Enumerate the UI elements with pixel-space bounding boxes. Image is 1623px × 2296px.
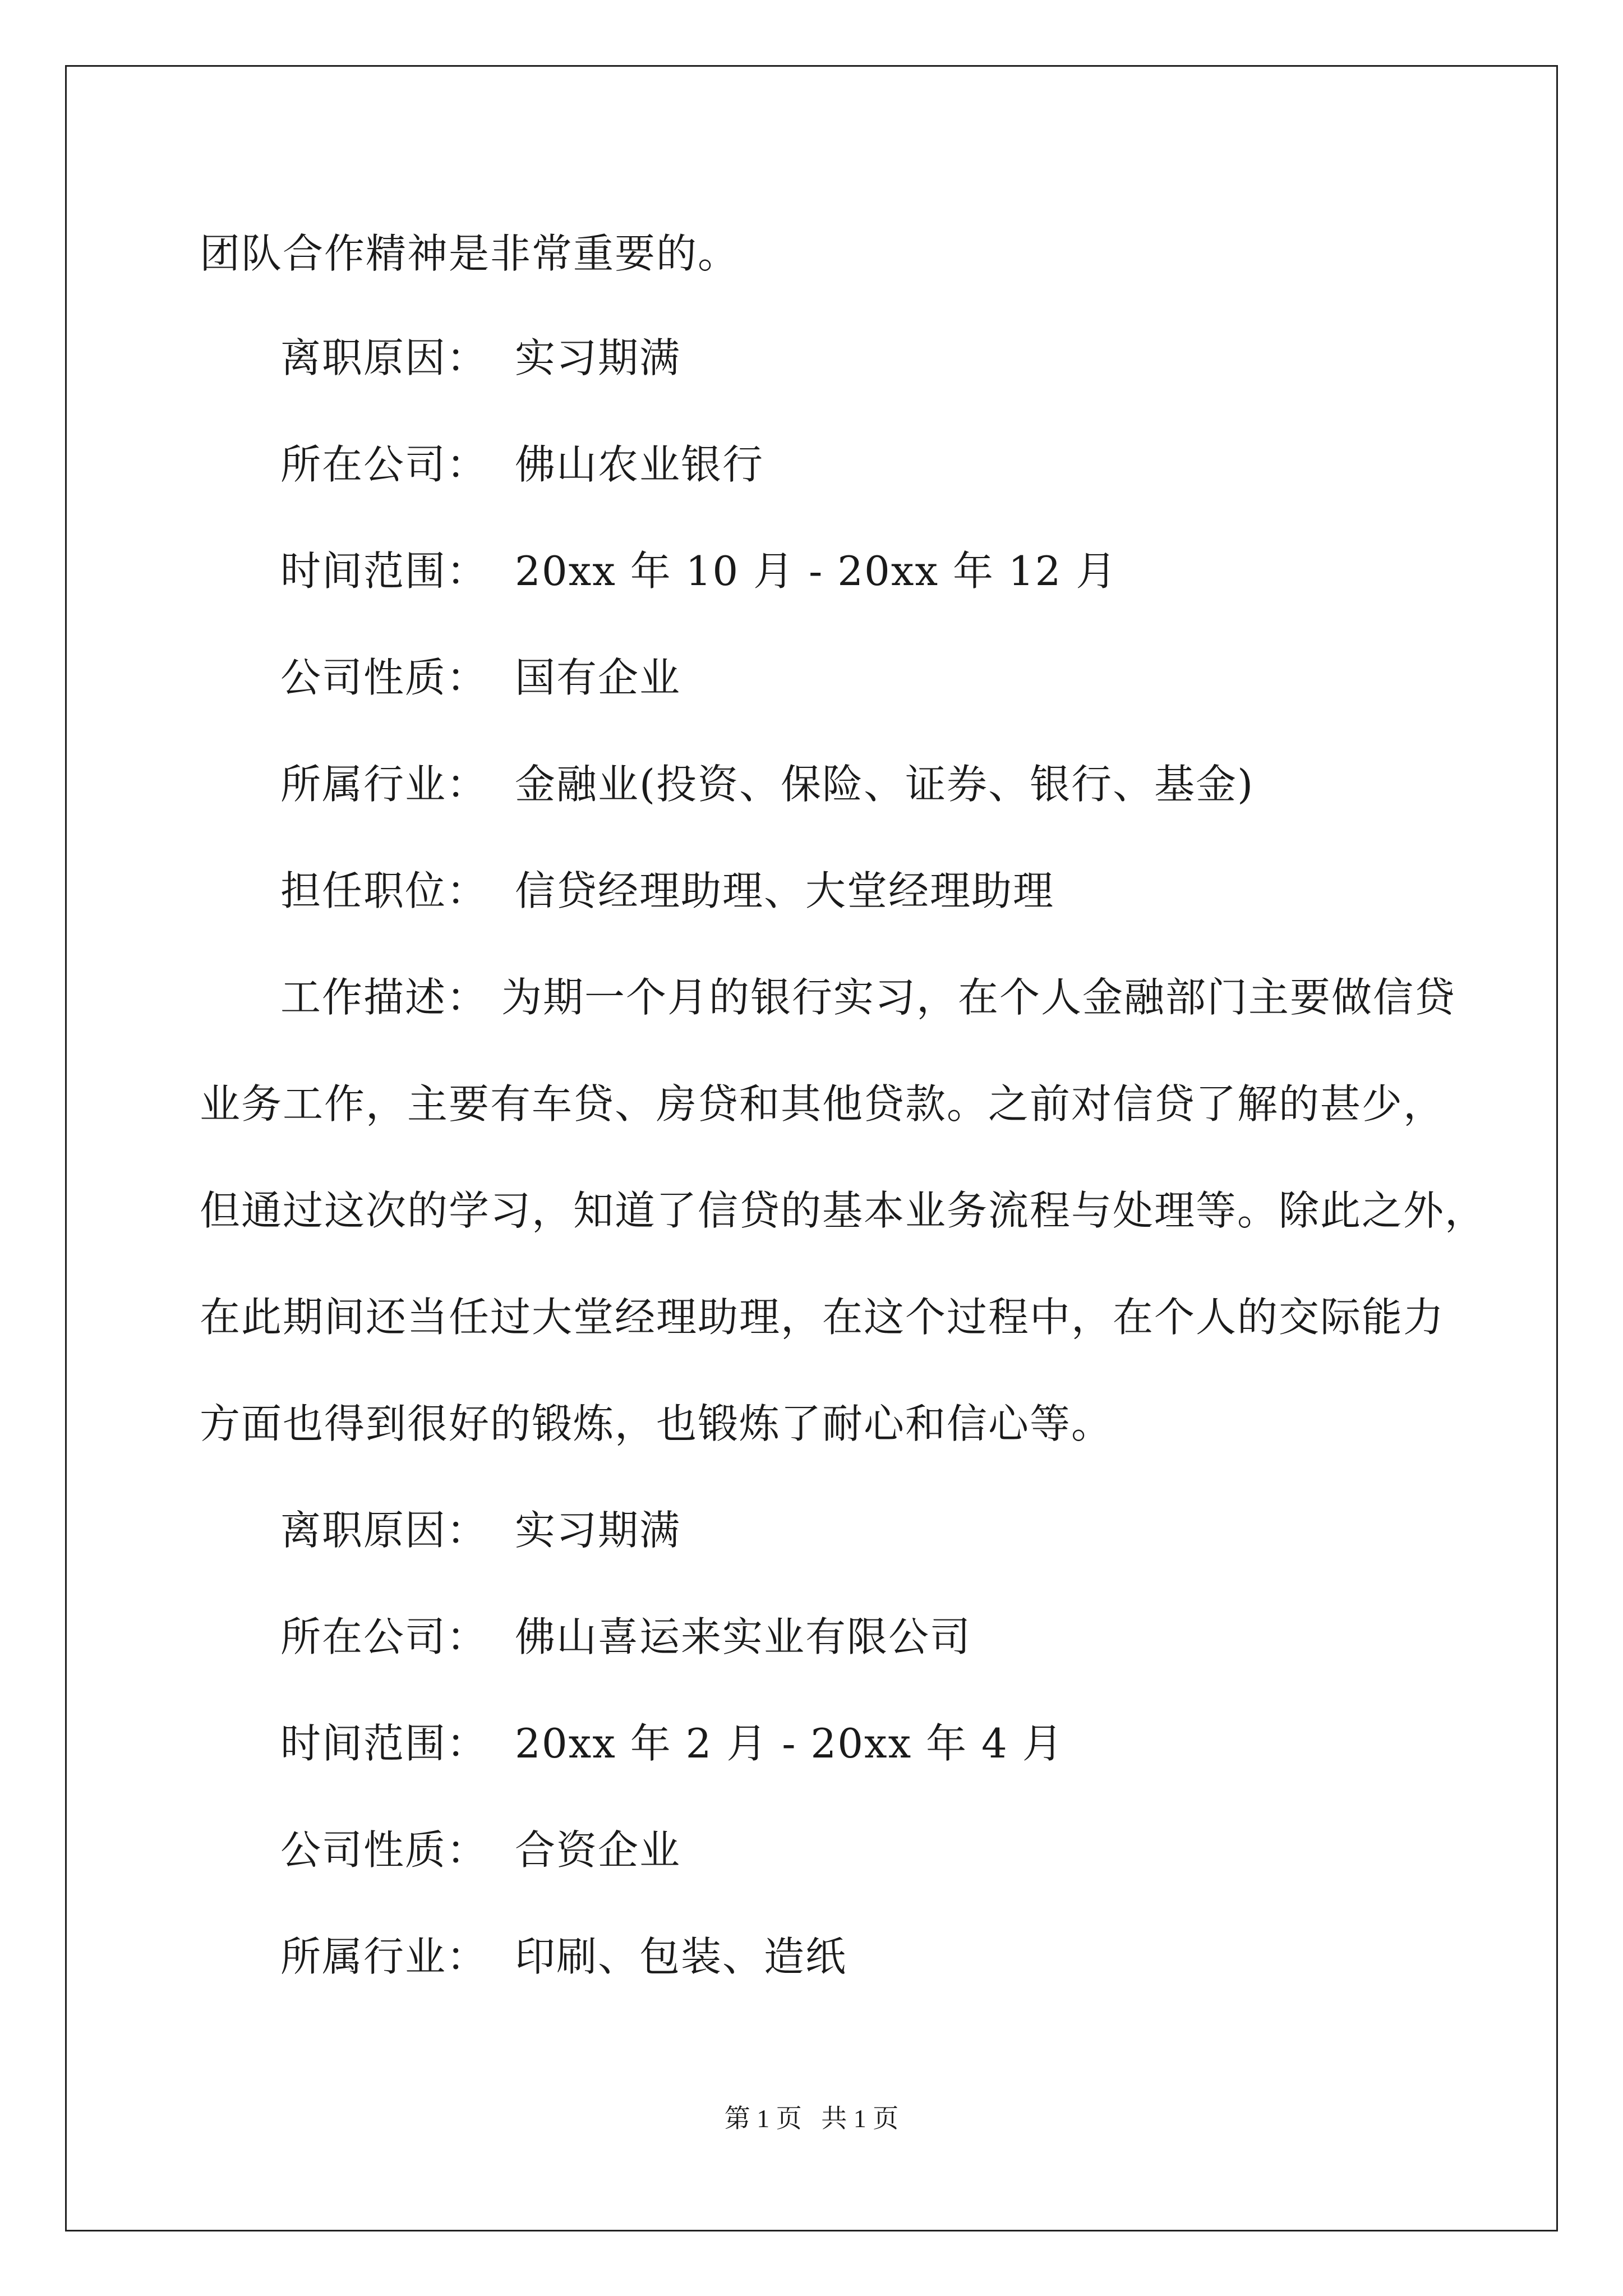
entry1-nature-value: 国有企业 (515, 654, 681, 701)
entry2-nature-value: 合资企业 (515, 1826, 681, 1874)
entry1-reason-row (280, 334, 681, 381)
entry2-reason-label: 离职原因： (280, 1507, 488, 1554)
entry1-company-value: 佛山农业银行 (515, 441, 764, 488)
entry1-nature-label: 公司性质： (280, 654, 488, 701)
opening-line: 团队合作精神是非常重要的。 (200, 230, 740, 277)
entry1-nature-row (280, 654, 681, 701)
entry1-industry-row (280, 761, 1255, 808)
entry2-company-value: 佛山喜运来实业有限公司 (515, 1613, 972, 1660)
entry1-description-line-4: 在此期间还当任过大堂经理助理，在这个过程中，在个人的交际能力 (200, 1294, 1445, 1341)
entry1-description-line-5: 方面也得到很好的锻炼，也锻炼了耐心和信心等。 (200, 1400, 1113, 1447)
entry2-time-value: 20xx 年 2 月 - 20xx 年 4 月 (515, 1720, 1064, 1767)
entry2-reason-value: 实习期满 (515, 1507, 681, 1554)
entry1-company-row (280, 441, 764, 488)
entry1-position-label: 担任职位： (280, 867, 488, 914)
entry1-position-row (280, 867, 1055, 914)
entry1-description-line-2: 业务工作，主要有车贷、房贷和其他贷款。之前对信贷了解的甚少， (200, 1080, 1445, 1128)
entry1-position-value: 信贷经理助理、大堂经理助理 (515, 867, 1055, 914)
entry2-industry-row (280, 1933, 847, 1980)
entry2-industry-value: 印刷、包装、造纸 (515, 1933, 847, 1980)
entry2-nature-label: 公司性质： (280, 1826, 488, 1874)
entry1-description-row (280, 974, 1456, 1021)
entry1-reason-label: 离职原因： (280, 334, 488, 381)
entry2-company-row (280, 1613, 972, 1660)
page-border (65, 65, 1558, 2231)
entry2-reason-row (280, 1507, 681, 1554)
page-footer: 第 1 页 共 1 页 (724, 2104, 899, 2133)
entry2-company-label: 所在公司： (280, 1613, 488, 1660)
entry1-time-value: 20xx 年 10 月 - 20xx 年 12 月 (515, 547, 1118, 595)
entry1-industry-value: 金融业(投资、保险、证券、银行、基金) (515, 761, 1255, 808)
entry1-time-label: 时间范围： (280, 547, 488, 595)
entry2-industry-label: 所属行业： (280, 1933, 488, 1980)
entry2-time-label: 时间范围： (280, 1720, 488, 1767)
entry1-company-label: 所在公司： (280, 441, 488, 488)
entry1-reason-value: 实习期满 (515, 334, 681, 381)
entry1-time-row (280, 547, 1118, 595)
entry1-description-line-1: 为期一个月的银行实习，在个人金融部门主要做信贷 (501, 974, 1456, 1021)
entry2-time-row (280, 1720, 1064, 1767)
entry1-industry-label: 所属行业： (280, 761, 488, 808)
entry1-description-label: 工作描述： (280, 974, 488, 1021)
entry1-description-line-3: 但通过这次的学习，知道了信贷的基本业务流程与处理等。除此之外， (200, 1187, 1487, 1234)
entry2-nature-row (280, 1826, 681, 1874)
